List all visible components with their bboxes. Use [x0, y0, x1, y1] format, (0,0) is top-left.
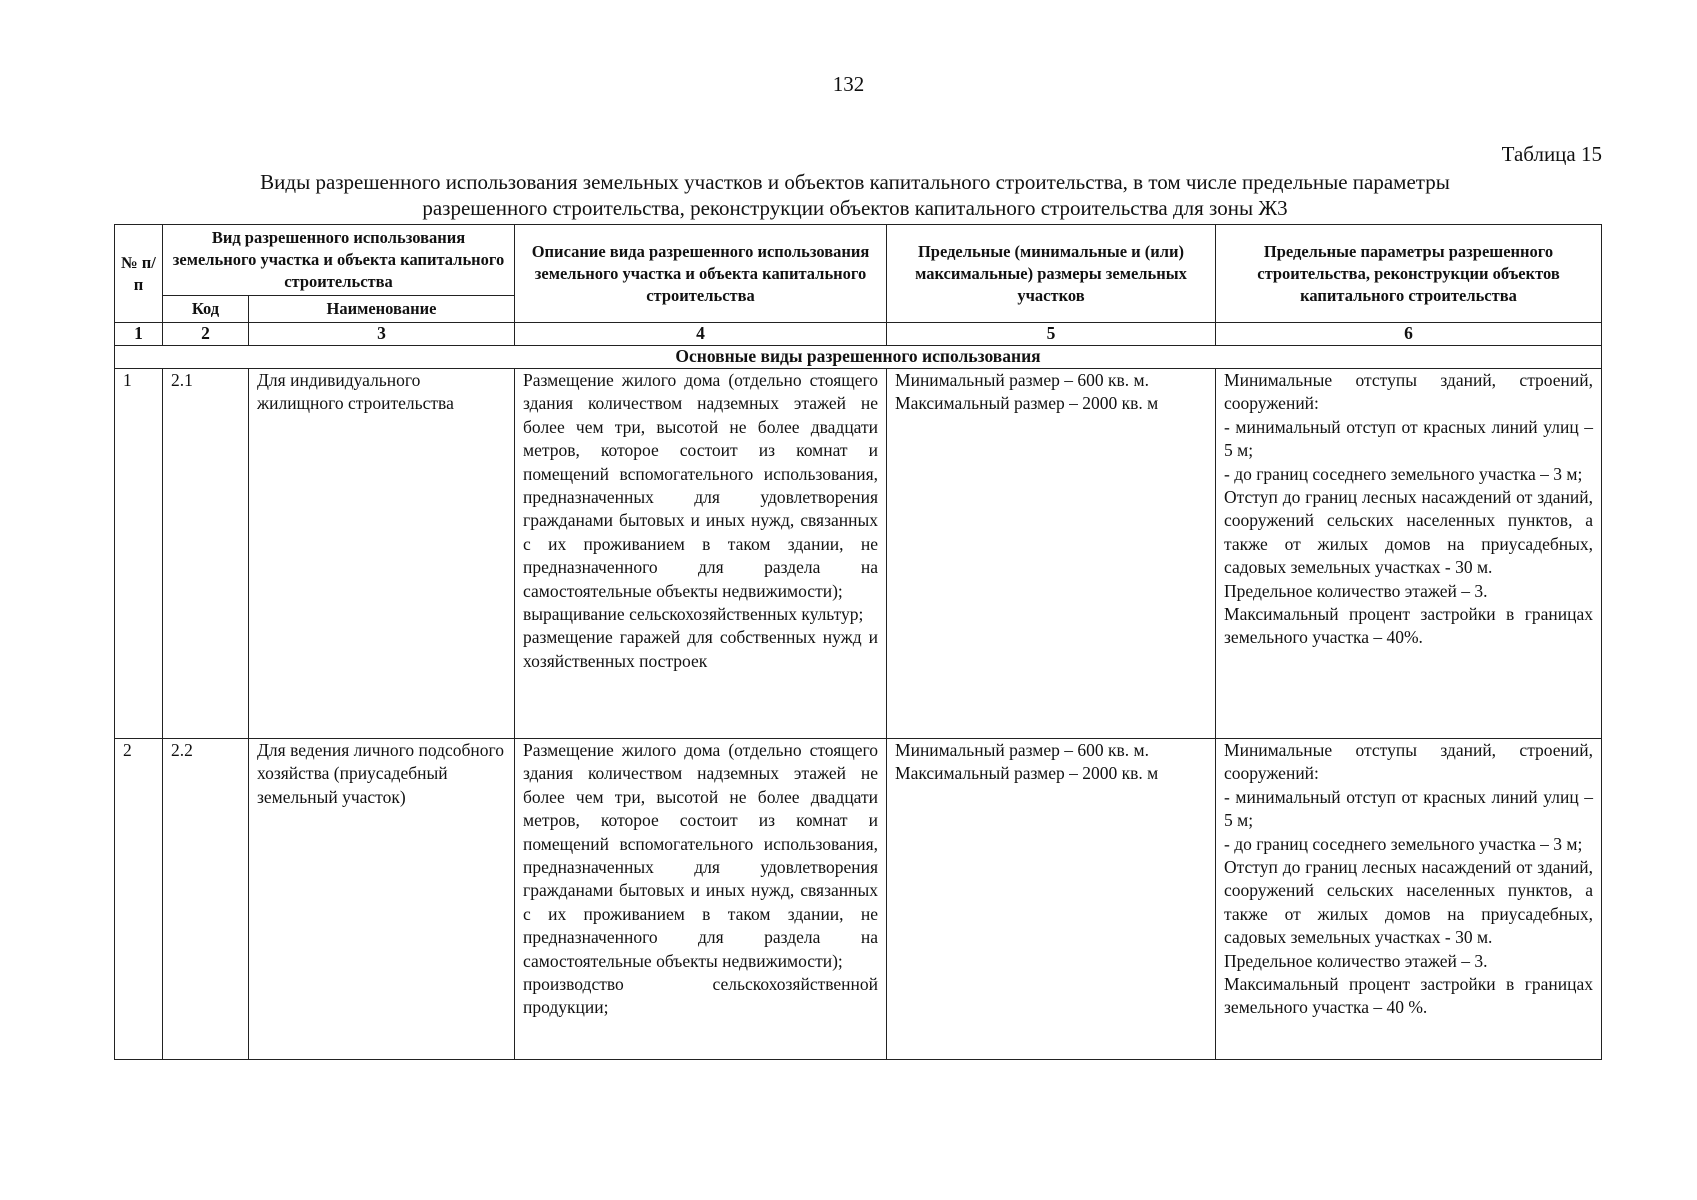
table-row: [115, 739, 1602, 1060]
column-number: 6: [1216, 323, 1602, 346]
row-number: 2: [115, 739, 163, 1060]
header-row-1: [115, 225, 1602, 296]
description-paragraph: выращивание сельскохозяйственных культур;: [523, 604, 864, 625]
description-paragraph: Размещение жилого дома (отдельно стоящего здания количеством надземных этажей не более чем три, высотой не более двадцати метров, которое состоит из комнат и помещений вспомогательного использования, предназначенных для удовлетворения гражданами бытовых и иных нужд, связанных с их проживанием в таком здании, не предназначенного для раздела на самостоятельные объекты недвижимости);: [523, 370, 879, 601]
table-row: [115, 369, 1602, 739]
param-line: Минимальные отступы зданий, строений, сооружений:: [1224, 370, 1594, 414]
row-description: [515, 739, 887, 1060]
param-line: Отступ до границ лесных насаждений от зданий, сооружений сельских населенных пунктов, а также от жилых домов на приусадебных, садовых земельных участках - 30 м.: [1224, 487, 1594, 578]
row-code: 2.2: [163, 739, 249, 1060]
param-line: Максимальный процент застройки в границах земельного участка – 40%.: [1224, 604, 1594, 648]
param-line: - до границ соседнего земельного участка – 3 м;: [1224, 463, 1583, 484]
row-params: [1216, 739, 1602, 1060]
column-number: 5: [887, 323, 1216, 346]
header-name: Наименование: [249, 296, 515, 323]
header-num: № п/п: [115, 225, 163, 323]
table-label: Таблица 15: [1501, 142, 1602, 166]
size-max: Максимальный размер – 2000 кв. м: [895, 393, 1159, 414]
column-number-row: [115, 323, 1602, 346]
page-number: 132: [832, 72, 865, 96]
param-line: - минимальный отступ от красных линий улиц – 5 м;: [1224, 786, 1594, 831]
row-description: [515, 369, 887, 739]
param-line: Предельное количество этажей – 3.: [1224, 580, 1488, 601]
header-sizes: Предельные (минимальные и (или) максимальные) размеры земельных участков: [887, 225, 1216, 323]
description-paragraph: размещение гаражей для собственных нужд и хозяйственных построек: [523, 627, 879, 671]
header-params: Предельные параметры разрешенного строительства, реконструкции объектов капитального строительства: [1216, 225, 1602, 323]
header-code: Код: [163, 296, 249, 323]
column-number: 1: [115, 323, 163, 346]
caption-line-1: Виды разрешенного использования земельных участков и объектов капитального строительства, в том числе предельные параметры: [260, 170, 1450, 194]
caption-line-2: разрешенного строительства, реконструкции объектов капитального строительства для зоны Ж3: [422, 196, 1288, 220]
param-line: Минимальные отступы зданий, строений, сооружений:: [1224, 740, 1594, 784]
row-name: Для индивидуального жилищного строительства: [249, 369, 515, 739]
section-row: [115, 346, 1602, 369]
row-sizes: [887, 369, 1216, 739]
header-vid: Вид разрешенного использования земельного участка и объекта капитального строительства: [163, 225, 515, 296]
param-line: Отступ до границ лесных насаждений от зданий, сооружений сельских населенных пунктов, а также от жилых домов на приусадебных, садовых земельных участках - 30 м.: [1224, 857, 1594, 948]
description-paragraph: производство сельскохозяйственной продукции;: [523, 974, 879, 1018]
column-number: 4: [515, 323, 887, 346]
section-title: Основные виды разрешенного использования: [115, 346, 1602, 369]
size-min: Минимальный размер – 600 кв. м.: [895, 370, 1149, 390]
row-name: Для ведения личного подсобного хозяйства (приусадебный земельный участок): [249, 739, 515, 1060]
size-min: Минимальный размер – 600 кв. м.: [895, 740, 1149, 760]
row-params: [1216, 369, 1602, 739]
param-line: - минимальный отступ от красных линий улиц – 5 м;: [1224, 416, 1594, 461]
description-paragraph: Размещение жилого дома (отдельно стоящего здания количеством надземных этажей не более чем три, высотой не более двадцати метров, которое состоит из комнат и помещений вспомогательного использования, предназначенных для удовлетворения гражданами бытовых и иных нужд, связанных с их проживанием в таком здании, не предназначенного для раздела на самостоятельные объекты недвижимости);: [523, 740, 879, 971]
zoning-table: [114, 224, 1602, 1060]
size-max: Максимальный размер – 2000 кв. м: [895, 763, 1159, 784]
row-sizes: [887, 739, 1216, 1060]
param-line: Предельное количество этажей – 3.: [1224, 950, 1488, 971]
column-number: 3: [249, 323, 515, 346]
param-line: Максимальный процент застройки в границах земельного участка – 40 %.: [1224, 974, 1594, 1018]
column-number: 2: [163, 323, 249, 346]
param-line: - до границ соседнего земельного участка – 3 м;: [1224, 833, 1583, 854]
header-description: Описание вида разрешенного использования земельного участка и объекта капитального строительства: [515, 225, 887, 323]
table-caption: [110, 169, 1600, 221]
row-number: 1: [115, 369, 163, 739]
row-code: 2.1: [163, 369, 249, 739]
